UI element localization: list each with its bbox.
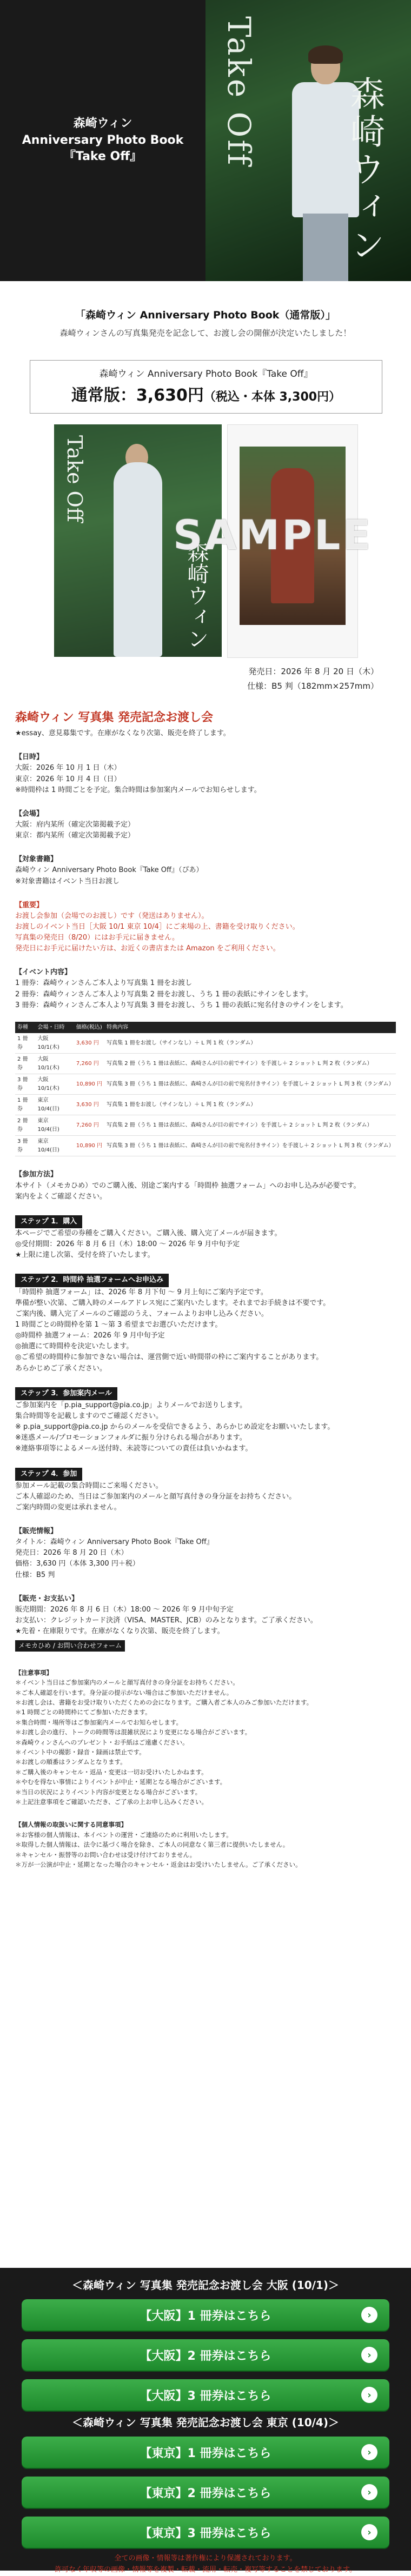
table-cell: 東京 10/4(日) <box>36 1095 74 1115</box>
product-price <box>30 382 382 405</box>
venue-lines <box>15 820 396 841</box>
text-line: ＊イベント中の撮影・録音・録画は禁止です。 <box>15 1748 145 1756</box>
product-name: 森崎ウィン Anniversary Photo Book『Take Off』 <box>99 369 313 380</box>
text-line: ◎受付期間：2026 年 8 月 6 日（木）18:00 ～ 2026 年 9 月中旬予定 <box>15 1240 240 1249</box>
text-line: 大阪：2026 年 10 月 1 日（木） <box>15 764 121 773</box>
table-header: 特典内容 <box>104 1022 396 1034</box>
text-line: ＊当日の状況によりイベント内容が変更となる場合がございます。 <box>15 1788 202 1796</box>
table-cell: 7,260 円 <box>74 1054 104 1074</box>
table-row <box>15 1074 396 1095</box>
table-cell: 2 冊券 <box>15 1054 36 1074</box>
table-cell: 大阪 10/1(木) <box>36 1054 74 1074</box>
table-cell: 写真集 2 冊（うち 1 冊は表紙に、森崎さんが目の前でサイン）を手渡し＋ 2 ショット L 判 2 枚（ランダム） <box>104 1054 396 1074</box>
event-subnote: ★essay、意見募集です。在庫がなくなり次第、販売を終了します。 <box>15 729 230 738</box>
table-header: 価格(税込) <box>74 1022 104 1034</box>
table-row <box>15 1054 396 1074</box>
table-header: 会場・日時 <box>36 1022 74 1034</box>
intro <box>0 281 411 338</box>
text-line: 1 冊券：森崎ウィンさんご本人より写真集 1 冊をお渡し <box>15 979 193 988</box>
table-cell: 3 冊券 <box>15 1074 36 1095</box>
table-cell: 東京 10/4(日) <box>36 1136 74 1156</box>
venue-heading: 【会場】 <box>15 809 44 818</box>
text-line: ＊上記注意事項をご確認いただき、ご了承の上お申し込みください。 <box>15 1798 208 1806</box>
table-cell: 写真集 3 冊（うち 1 冊は表紙に、森崎さんが目の前で宛名付きサイン）を手渡し＋ 2 ショット L 判 3 枚（ランダム） <box>104 1136 396 1156</box>
text-line: 仕様：B5 判 <box>15 1570 55 1579</box>
intro-subtitle: 森崎ウィンさんの写真集発売を記念して、お渡し会の開催が決定いたしました！ <box>59 328 352 338</box>
step-2-lines <box>15 1287 396 1374</box>
text-line: 2 冊券：森崎ウィンさんご本人より写真集 2 冊をお渡し、うち 1 冊の表紙にサインをします。 <box>15 990 313 999</box>
target-lines <box>15 865 396 887</box>
table-cell: 3 冊券 <box>15 1136 36 1156</box>
text-line: ＊ご本人確認を行います。身分証の提示がない場合はご参加いただけません。 <box>15 1688 233 1696</box>
table-cell: 10,890 円 <box>74 1136 104 1156</box>
privacy-heading: 【個人情報の取扱いに関する同意事項】 <box>15 1821 127 1829</box>
step-2-heading: ステップ 2．時間枠 抽選フォームへお申込み <box>15 1274 169 1287</box>
text-line: タイトル：森崎ウィン Anniversary Photo Book『Take Off』 <box>15 1538 214 1547</box>
copyright-line-1: 全ての画像・情報等は著作権により保護されております。 <box>114 2554 297 2562</box>
hero-title-line-1: 森崎ウィン <box>73 116 132 130</box>
notes-heading: 【注意事項】 <box>15 1668 52 1676</box>
table-cell: 1 冊券 <box>15 1033 36 1054</box>
chevron-right-icon: › <box>361 2387 377 2403</box>
price-main: 通常版：3,630円 <box>71 386 204 405</box>
notes-section <box>15 1668 396 1869</box>
product-specs <box>0 664 411 694</box>
step-4-heading: ステップ 4．参加 <box>15 1468 82 1481</box>
chevron-right-icon: › <box>361 2524 377 2540</box>
price-tax: （税込・本体 3,300円） <box>203 390 341 404</box>
table-row <box>15 1033 396 1054</box>
chevron-right-icon: › <box>361 2307 377 2323</box>
text-line: 写真集の発売日（8/20）にはお手元に届きません。 <box>15 934 179 942</box>
text-line: 東京：都内某所（確定次第掲載予定） <box>15 831 135 840</box>
hero-title-line-3: 『Take Off』 <box>63 150 142 164</box>
text-line: ＊お渡し会は、書籍をお受け取りいただくための会になります。ご購入者ご本人のみご参加いただけます。 <box>15 1699 313 1707</box>
text-line: 本ページでご希望の券種をご購入ください。ご購入後、購入完了メールが届きます。 <box>15 1229 282 1237</box>
table-cell: 写真集 1 冊をお渡し（サインなし）＋ L 判 1 枚（ランダム） <box>104 1095 396 1115</box>
sample-watermark: SAMPLE <box>173 511 373 559</box>
step-1-lines <box>15 1228 396 1261</box>
text-line: ★上限に達し次第、受付を終了いたします。 <box>15 1251 155 1260</box>
text-line: ※迷惑メール/プロモーションフォルダに振り分けられる場合があります。 <box>15 1434 247 1442</box>
text-line: ※時間枠は 1 時間ごとを予定。集合時間は参加案内メールでお知らせします。 <box>15 786 261 794</box>
period-lines <box>15 1605 396 1637</box>
text-line: ◎時間枠 抽選フォーム：2026 年 9 月中旬予定 <box>15 1332 165 1340</box>
text-line: ＊ご購入後のキャンセル・返品・変更は一切お受けいたしかねます。 <box>15 1768 208 1776</box>
text-line: ご案内後、購入完了メールのご確認のうえ、フォームよりお申し込みください。 <box>15 1309 268 1318</box>
price-box <box>30 360 382 414</box>
table-cell: 写真集 2 冊（うち 1 冊は表紙に、森崎さんが目の前でサイン）を手渡し＋ 2 ショット L 判 2 枚（ランダム） <box>104 1115 396 1136</box>
event-details <box>0 694 411 1869</box>
purchase-footer <box>0 2268 411 2574</box>
table-row <box>15 1115 396 1136</box>
important-heading: 【重要】 <box>15 901 44 909</box>
text-line: 3 冊券：森崎ウィンさんご本人より写真集 3 冊をお渡し、うち 1 冊の表紙に宛名付きのサインをします。 <box>15 1001 348 1009</box>
important-lines <box>15 911 396 955</box>
text-line: 「時間枠 抽選フォーム」は、2026 年 8 月下旬 ～ 9 月上旬にご案内予定です。 <box>15 1288 268 1296</box>
text-line: ＊集合時間・場所等はご参加案内メールでお知らせします。 <box>15 1718 183 1726</box>
table-cell: 1 冊券 <box>15 1095 36 1115</box>
tokyo-2-ticket-button[interactable]: 【東京】2 冊券はこちら › <box>22 2477 389 2508</box>
table-cell: 3,630 円 <box>74 1033 104 1054</box>
hero-banner <box>0 0 411 281</box>
text-line: ※ p.pia_support@pia.co.jp からのメールを受信できるよう、あらかじめ設定をお願いいたします。 <box>15 1423 335 1432</box>
tokyo-1-ticket-button[interactable]: 【東京】1 冊券はこちら › <box>22 2437 389 2468</box>
osaka-1-ticket-button[interactable]: 【大阪】1 冊券はこちら › <box>22 2299 389 2331</box>
hero-title-line-2: Anniversary Photo Book <box>22 133 184 147</box>
text-line: ※対象書籍はイベント当日お渡し <box>15 877 120 886</box>
privacy-lines <box>15 1830 396 1870</box>
text-line: 森崎ウィン Anniversary Photo Book『Take Off』（ぴあ） <box>15 866 203 875</box>
text-line: お渡しのイベント当日［大阪 10/1 東京 10/4］にご来場の上、書籍を受け取りください。 <box>15 922 300 931</box>
text-line: 準備が整い次第、ご購入時のメールアドレス宛にご案内いたします。それまでお手続きは不要です。 <box>15 1299 330 1307</box>
text-line: 本サイト（メモカひめ）でのご購入後、別途ご案内する「時間枠 抽選フォーム」へのお申し込みが必要です。 <box>15 1181 361 1190</box>
event-title: 森崎ウィン 写真集 発売記念お渡し会 <box>15 711 213 724</box>
text-line: 発売日：2026 年 8 月 20 日（木） <box>15 1549 128 1557</box>
date-lines <box>15 763 396 795</box>
table-row <box>15 1136 396 1156</box>
text-line: 販売期間：2026 年 8 月 6 日（木）18:00 ～ 2026 年 9 月中旬予定 <box>15 1605 234 1614</box>
cover-title: Take Off <box>63 435 87 522</box>
text-line: ＊キャンセル・振替等のお問い合わせは受け付けておりません。 <box>15 1851 196 1859</box>
text-line: ＊イベント当日はご参加案内のメールと顔写真付きの身分証をお持ちください。 <box>15 1679 239 1687</box>
notes-lines <box>15 1678 396 1807</box>
cover-name: 森崎ウィン <box>184 541 209 649</box>
sales-lines <box>15 1537 396 1581</box>
tokyo-section-title: ＜森崎ウィン 写真集 発売記念お渡し会 東京 (10/4)＞ <box>72 2416 339 2429</box>
text-line: 集合時間等を記載しますのでご確認ください。 <box>15 1412 163 1420</box>
text-line: ＊森崎ウィンさんへのプレゼント・お手紙はご遠慮ください。 <box>15 1738 189 1746</box>
text-line: ご本人確認のため、当日はご参加案内のメールと顔写真付きの身分証をお持ちください。 <box>15 1492 296 1501</box>
text-line: ◎ご希望の時間枠に参加できない場合は、運営側で近い時間帯の枠にご案内することがあります。 <box>15 1353 323 1362</box>
content-lines <box>15 978 396 1010</box>
table-cell: 10,890 円 <box>74 1074 104 1095</box>
hero-photo <box>205 0 411 281</box>
hero-photo-title: Take Off <box>221 16 257 168</box>
text-line: ご参加案内を「p.pia_support@pia.co.jp」よりメールでお送りします。 <box>15 1401 247 1409</box>
table-cell: 写真集 3 冊（うち 1 冊は表紙に、森崎さんが目の前で宛名付きサイン）を手渡し＋ 2 ショット L 判 3 枚（ランダム） <box>104 1074 396 1095</box>
step-3-heading: ステップ 3．参加案内メール <box>15 1387 117 1400</box>
content-heading: 【イベント内容】 <box>15 968 72 977</box>
text-line: お支払い：クレジットカード決済（VISA、MASTER、JCB）のみとなります。ご了承ください。 <box>15 1616 317 1625</box>
osaka-3-ticket-button[interactable]: 【大阪】3 冊券はこちら › <box>22 2379 389 2411</box>
chevron-right-icon: › <box>361 2484 377 2500</box>
table-cell: 7,260 円 <box>74 1115 104 1136</box>
table-header: 券種 <box>15 1022 36 1034</box>
step-4-lines <box>15 1481 396 1513</box>
text-line: 1 時間ごとの時間枠を第 1 ～第 3 希望までお選びいただけます。 <box>15 1320 222 1329</box>
text-line: ご案内時間の変更は承れません。 <box>15 1503 121 1512</box>
method-heading: 【参加方法】 <box>15 1170 58 1179</box>
ticket-table <box>15 1022 396 1157</box>
table-cell: 東京 10/4(日) <box>36 1115 74 1136</box>
text-line: ＊お渡し会の進行、トークの時間等は混雑状況により変更になる場合がございます。 <box>15 1728 251 1736</box>
copyright-notice <box>0 2553 411 2576</box>
table-cell: 大阪 10/1(木) <box>36 1033 74 1054</box>
text-line: ＊お渡しの順番はランダムとなります。 <box>15 1758 127 1766</box>
chevron-right-icon: › <box>361 2444 377 2460</box>
method-lines <box>15 1181 396 1202</box>
step-3-lines <box>15 1400 396 1455</box>
chevron-right-icon: › <box>361 2347 377 2363</box>
text-line: 案内をよくご確認ください。 <box>15 1192 107 1201</box>
text-line: ＊1 時間ごとの時間枠にてご参加いただきます。 <box>15 1708 151 1716</box>
text-line: お渡し会参加（会場でのお渡し）です（発送はありません）。 <box>15 911 209 920</box>
target-heading: 【対象書籍】 <box>15 855 58 864</box>
date-heading: 【日時】 <box>15 753 44 762</box>
text-line: 東京：2026 年 10 月 4 日（日） <box>15 775 121 783</box>
osaka-2-ticket-button[interactable]: 【大阪】2 冊券はこちら › <box>22 2339 389 2371</box>
text-line: ＊やむを得ない事情によりイベントが中止・延期となる場合がございます。 <box>15 1778 227 1786</box>
product-images <box>0 414 411 668</box>
text-line: 参加メール記載の集合時間にご来場ください。 <box>15 1481 163 1490</box>
text-line: 価格：3,630 円（本体 3,300 円＋税） <box>15 1560 140 1568</box>
sales-heading: 【販売情報】 <box>15 1527 58 1536</box>
hero-photo-name: 森崎ウィン <box>344 76 385 265</box>
table-cell: 大阪 10/1(木) <box>36 1074 74 1095</box>
text-line: ＊万が一公演が中止・延期となった場合のキャンセル・返金はお受けいたしません。ご了承ください。 <box>15 1860 302 1868</box>
text-line: ＊取得した個人情報は、法令に基づく場合を除き、ご本人の同意なく第三者に提供いたしません。 <box>15 1841 289 1849</box>
contact-link[interactable]: メモカひめ / お問い合わせフォーム <box>15 1640 125 1652</box>
period-heading: 【販売・お支払い】 <box>15 1594 79 1603</box>
table-cell: 写真集 1 冊をお渡し（サインなし）＋ L 判 1 枚（ランダム） <box>104 1033 396 1054</box>
hero-title-block <box>0 0 205 281</box>
table-cell: 3,630 円 <box>74 1095 104 1115</box>
copyright-line-2: 許可なく年収等の画像・情報等を複製・転載・流用・転売・複写等することを禁じております。 <box>55 2565 356 2574</box>
table-cell: 2 冊券 <box>15 1115 36 1136</box>
osaka-section-title: ＜森崎ウィン 写真集 発売記念お渡し会 大阪 (10/1)＞ <box>72 2279 339 2292</box>
text-line: ★先着・在庫限りです。在庫がなくなり次第、販売を終了します。 <box>15 1627 224 1636</box>
text-line: あらかじめご了承ください。 <box>15 1364 107 1373</box>
text-line: 大阪：府内某所（確定次第掲載予定） <box>15 820 135 829</box>
step-1-heading: ステップ 1．購入 <box>15 1215 82 1228</box>
release-date: 発売日：2026 年 8 月 20 日（木） <box>248 667 379 676</box>
table-row <box>15 1095 396 1115</box>
text-line: ◎抽選にて時間枠を決定いたします。 <box>15 1342 134 1351</box>
book-spec: 仕様：B5 判（182mm×257mm） <box>247 681 379 691</box>
text-line: ※連絡事項等によるメール送付時、未読等についての責任は負いかねます。 <box>15 1445 253 1453</box>
tokyo-3-ticket-button[interactable]: 【東京】3 冊券はこちら › <box>22 2517 389 2548</box>
text-line: 発売日にお手元に届けたい方は、お近くの書店または Amazon をご利用ください。 <box>15 944 280 953</box>
text-line: ＊お客様の個人情報は、本イベントの運営・ご連絡のために利用いたします。 <box>15 1831 233 1839</box>
intro-title: 「森崎ウィン Anniversary Photo Book（通常版）」 <box>75 309 336 321</box>
